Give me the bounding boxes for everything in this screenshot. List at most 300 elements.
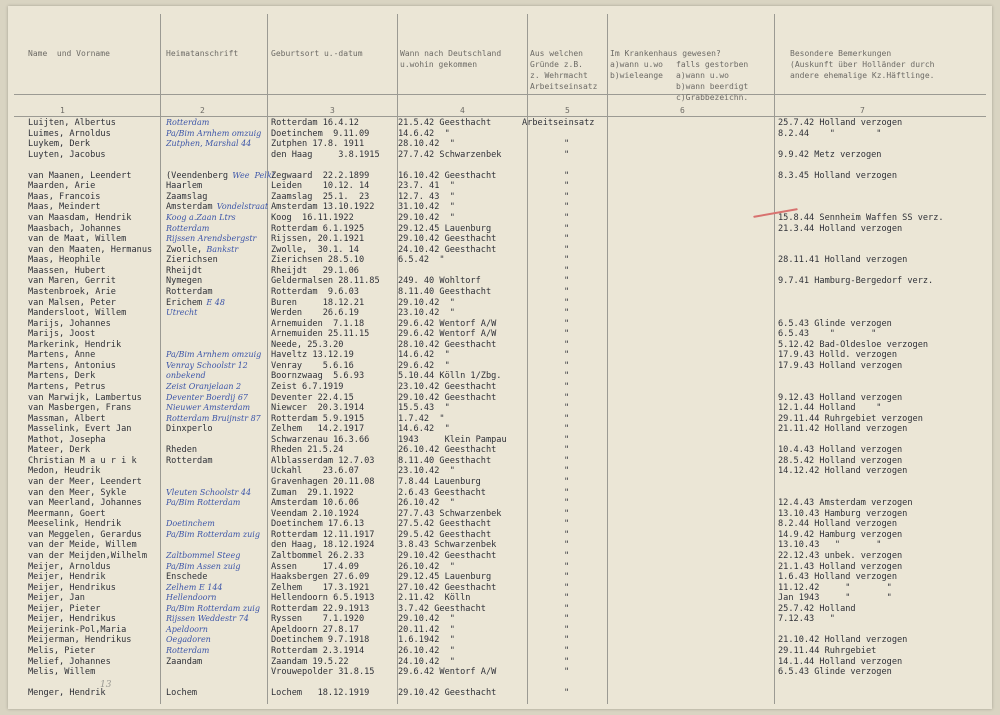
birth-cell: Rheijdt 29.1.06: [271, 265, 359, 276]
birth-cell: Boornzwaag 5.6.93: [271, 371, 365, 382]
name-cell: Meijer, Arnoldus: [28, 561, 111, 572]
reason-cell: ": [564, 371, 570, 382]
name-cell: Meijer, Hendrikus: [28, 614, 116, 625]
address-cell: Rotterdam: [166, 455, 213, 466]
arrival-cell: 16.10.42 Geesthacht: [398, 170, 497, 181]
header-rule: [14, 116, 986, 117]
birth-cell: Geldermalsen 28.11.85: [271, 276, 380, 287]
birth-cell: Zierichsen 28.5.10: [271, 255, 365, 266]
name-cell: Meijer, Hendrikus: [28, 582, 116, 593]
remark-cell: 25.7.42 Holland verzogen: [778, 118, 903, 128]
birth-cell: Rotterdam 2.3.1914: [271, 646, 365, 656]
handwritten-address: Rijssen Arendsbergstr: [166, 234, 257, 244]
header-birth: Geburtsort u.-datum: [271, 49, 363, 58]
name-cell: van de Maat, Willem: [28, 234, 127, 245]
column-rule: [607, 14, 608, 704]
remark-cell: 21.1.43 Holland verzogen: [778, 561, 903, 572]
reason-cell: ": [564, 350, 570, 361]
reason-cell: ": [564, 213, 570, 224]
reason-cell: ": [564, 234, 570, 245]
birth-cell: Doetinchem 9.7.1918: [271, 635, 370, 646]
arrival-cell: 5.10.44 Kölln 1/Zbg.: [398, 371, 502, 382]
name-cell: Meermann, Goert: [28, 508, 106, 519]
birth-cell: Arnemuiden 7.1.18: [271, 318, 365, 329]
birth-cell: Lochem 18.12.1919: [271, 688, 370, 699]
birth-cell: Schwarzenau 16.3.66: [271, 434, 370, 445]
remark-cell: 29.11.44 Ruhrgebiet: [778, 646, 877, 656]
reason-cell: ": [564, 181, 570, 192]
birth-cell: Assen 17.4.09: [271, 561, 359, 572]
document-sheet: [8, 6, 992, 709]
reason-cell: ": [564, 392, 570, 403]
arrival-cell: 23.10.42 ": [398, 466, 455, 477]
name-cell: Marijs, Joost: [28, 329, 96, 340]
arrival-cell: 7.8.44 Lauenburg: [398, 477, 481, 488]
handwritten-address: Zeist Oranjelaan 2: [166, 382, 242, 391]
remark-cell: 29.11.44 Ruhrgebiet verzogen: [778, 413, 923, 424]
handwritten-address: Koog a.Zaan Ltrs: [166, 213, 236, 223]
birth-cell: Ryssen 7.1.1920: [271, 614, 365, 625]
header-remarks: Besondere Bemerkungen (Auskunft über Holländer durch andere ehemalige Kz.Häftlinge.: [790, 49, 935, 80]
arrival-cell: 23.7. 41 ": [398, 181, 455, 192]
remark-cell: 17.9.43 Holland verzogen: [778, 360, 903, 371]
column-rule: [267, 14, 268, 704]
reason-cell: ": [564, 656, 570, 667]
remark-cell: 21.3.44 Holland verzogen: [778, 223, 903, 234]
name-cell: Melis, Pieter: [28, 646, 96, 656]
remark-cell: 13.10.43 Hamburg verzogen: [778, 508, 908, 519]
handwritten-address: Apeldoorn: [166, 624, 208, 634]
handwritten-address: Pa/Bim Rotterdam zuig: [166, 529, 260, 539]
birth-cell: Zwolle, 30.1. 14: [271, 244, 359, 255]
arrival-cell: 3.8.43 Schwarzenbek: [398, 540, 497, 551]
arrival-cell: 29.10.42 ": [398, 297, 455, 308]
remark-cell: Jan 1943 " ": [778, 593, 892, 604]
name-cell: van Meggelen, Gerardus: [28, 529, 142, 540]
reason-cell: ": [564, 667, 570, 678]
arrival-cell: 249. 40 Wohltorf: [398, 276, 481, 287]
reason-cell: ": [564, 466, 570, 477]
arrival-cell: 29.6.42 Wentorf A/W: [398, 667, 497, 678]
handwritten-address: Pa/Bim Rotterdam zuig: [166, 603, 260, 613]
handwritten-address: Rotterdam: [166, 118, 210, 127]
arrival-cell: 20.11.42 ": [398, 624, 455, 635]
remark-cell: 25.7.42 Holland: [778, 603, 856, 614]
remark-cell: 17.9.43 Holld. verzogen: [778, 350, 897, 361]
remark-cell: 8.2.44 " ": [778, 128, 882, 139]
reason-cell: ": [564, 498, 570, 509]
remark-cell: 1.6.43 Holland verzogen: [778, 572, 897, 583]
remark-cell: 8.2.44 Holland verzogen: [778, 519, 897, 530]
handwritten-address: Deventer Boerdij 67: [166, 392, 249, 402]
reason-cell: ": [564, 339, 570, 350]
name-cell: van Maanen, Leendert: [28, 170, 132, 181]
name-cell: van den Meer, Sykle: [28, 487, 127, 498]
reason-cell: ": [564, 603, 570, 614]
arrival-cell: 29.10.42 Geesthacht: [398, 392, 497, 403]
reason-cell: ": [564, 170, 570, 181]
name-cell: Markerink, Hendrik: [28, 339, 122, 350]
name-cell: Maarden, Arie: [28, 181, 96, 192]
reason-cell: ": [564, 202, 570, 213]
birth-cell: Zutphen 17.8. 1911: [271, 139, 365, 150]
name-cell: Maasbach, Johannes: [28, 223, 122, 234]
remark-cell: 12.4.43 Amsterdam verzogen: [778, 498, 913, 509]
col-number: 3: [330, 106, 335, 115]
header-death: falls gestorben a)wann u.wo b)wann beerdigt c)Grabbezeichn.: [676, 60, 749, 102]
name-cell: Meijer, Jan: [28, 593, 85, 604]
col-number: 5: [565, 106, 570, 115]
handwritten-address: Rotterdam: [166, 223, 210, 233]
name-cell: van Meerland, Johannes: [28, 498, 142, 509]
arrival-cell: 23.10.42 Geesthacht: [398, 382, 497, 392]
birth-cell: Haaksbergen 27.6.09: [271, 572, 370, 583]
handwritten-address: Pa/Bim Rotterdam: [166, 498, 241, 508]
birth-cell: Zuman 29.1.1922: [271, 487, 354, 498]
header-name: Name und Vorname: [28, 49, 110, 58]
name-cell: Meijer, Pieter: [28, 603, 101, 614]
arrival-cell: 1.7.42 ": [398, 413, 445, 424]
handwritten-address: E 48: [206, 297, 225, 307]
reason-cell: ": [564, 624, 570, 635]
reason-cell: ": [564, 297, 570, 308]
arrival-cell: 8.11.40 Geesthacht: [398, 455, 492, 466]
handwritten-address: Zelhem E 144: [166, 582, 223, 592]
reason-cell: ": [564, 403, 570, 414]
handwritten-address: Pa/Bim Arnhem omzuig: [166, 128, 262, 138]
remark-cell: 14.1.44 Holland verzogen: [778, 656, 903, 667]
birth-cell: Rotterdam 5.9.1915: [271, 413, 365, 424]
reason-cell: ": [564, 360, 570, 371]
arrival-cell: 29.6.42 Wentorf A/W: [398, 318, 497, 329]
arrival-cell: 28.10.42 ": [398, 139, 455, 150]
name-cell: Mandersloot, Willem: [28, 308, 127, 319]
reason-cell: ": [564, 455, 570, 466]
reason-cell: ": [564, 582, 570, 593]
name-cell: Martens, Anne: [28, 350, 96, 361]
handwritten-address: Oegadoren: [166, 635, 211, 645]
handwritten-address: Venray Schoolstr 12: [166, 360, 248, 370]
remark-cell: 22.12.43 unbek. verzogen: [778, 550, 903, 561]
arrival-cell: 14.6.42 ": [398, 128, 450, 139]
address-cell: Rheden: [166, 445, 198, 456]
name-cell: Masselink, Evert Jan: [28, 424, 132, 435]
name-cell: Christian M a u r i k: [28, 455, 137, 466]
address-cell: Nymegen: [166, 276, 203, 287]
handwritten-address: Pa/Bim Arnhem omzuig: [166, 350, 262, 360]
birth-cell: Arnemuiden 25.11.15: [271, 329, 370, 340]
remark-cell: 9.12.43 Holland verzogen: [778, 392, 903, 403]
arrival-cell: 29.10.42 Geesthacht: [398, 550, 497, 561]
handwritten-address: Utrecht: [166, 308, 198, 318]
remark-cell: 10.4.43 Holland verzogen: [778, 445, 903, 456]
remark-cell: 21.11.42 Holland verzogen: [778, 424, 908, 435]
handwritten-address: Rotterdam Bruijnstr 87: [166, 413, 261, 423]
name-cell: Luyten, Jacobus: [28, 149, 106, 160]
birth-cell: Zaandam 19.5.22: [271, 656, 349, 667]
handwritten-address: Zutphen, Marshal 44: [166, 139, 252, 149]
remark-cell: 28.11.41 Holland verzogen: [778, 255, 908, 266]
header-rule: [14, 94, 986, 95]
name-cell: Martens, Petrus: [28, 382, 106, 392]
arrival-cell: 26.10.42 Geesthacht: [398, 445, 497, 456]
handwritten-address: onbekend: [166, 371, 206, 381]
birth-cell: Zeist 6.7.1919: [271, 382, 344, 392]
arrival-cell: 28.10.42 Geesthacht: [398, 339, 497, 350]
arrival-cell: 29.6.42 Wentorf A/W: [398, 329, 497, 340]
arrival-cell: 27.7.43 Schwarzenbek: [398, 508, 502, 519]
remark-cell: 14.12.42 Holland verzogen: [778, 466, 908, 477]
handwritten-address: Vleuten Schoolstr 44: [166, 487, 252, 497]
birth-cell: Zelhem 17.3.1921: [271, 582, 370, 593]
name-cell: van der Meer, Leendert: [28, 477, 142, 488]
reason-cell: ": [564, 413, 570, 424]
reason-cell: ": [564, 318, 570, 329]
name-cell: Meeselink, Hendrik: [28, 519, 122, 530]
name-cell: Luijten, Albertus: [28, 118, 116, 128]
col-number: 7: [860, 106, 865, 115]
remark-cell: 13.10.43 " ": [778, 540, 882, 551]
birth-cell: Veendam 2.10.1924: [271, 508, 359, 519]
arrival-cell: 2.11.42 Kölln: [398, 593, 471, 604]
reason-cell: ": [564, 329, 570, 340]
birth-cell: Rijssen, 20.1.1921: [271, 234, 365, 245]
arrival-cell: 6.5.42 ": [398, 255, 445, 266]
address-cell: Zaandam: [166, 656, 203, 667]
birth-cell: Leiden 10.12. 14: [271, 181, 370, 192]
reason-cell: ": [564, 149, 570, 160]
reason-cell: ": [564, 424, 570, 435]
reason-cell: ": [564, 550, 570, 561]
reason-cell: ": [564, 614, 570, 625]
handwritten-address: Pa/Bim Assen zuig: [166, 561, 241, 571]
remark-cell: 28.5.42 Holland verzogen: [778, 455, 903, 466]
name-cell: Mathot, Josepha: [28, 434, 106, 445]
remark-cell: 12.1.44 Holland ": [778, 403, 882, 414]
name-cell: Marijs, Johannes: [28, 318, 111, 329]
reason-cell: ": [564, 445, 570, 456]
arrival-cell: 27.5.42 Geesthacht: [398, 519, 492, 530]
arrival-cell: 23.10.42 ": [398, 308, 455, 319]
remark-cell: 9.9.42 Metz verzogen: [778, 149, 882, 160]
handwritten-address: Zaltbommel Steeg: [166, 550, 241, 560]
birth-cell: den Haag, 18.12.1924: [271, 540, 375, 551]
name-cell: Melis, Willem: [28, 667, 96, 678]
arrival-cell: 26.10.42 ": [398, 498, 455, 509]
birth-cell: Zaamslag 25.1. 23: [271, 191, 370, 202]
remark-cell: 7.12.43 ": [778, 614, 835, 625]
birth-cell: Doetinchem 17.6.13: [271, 519, 365, 530]
handwritten-address: Rotterdam: [166, 646, 210, 655]
reason-cell: ": [564, 572, 570, 583]
arrival-cell: 29.10.42 ": [398, 614, 455, 625]
address-cell: Dinxperlo: [166, 424, 213, 435]
remark-cell: 21.10.42 Holland verzogen: [778, 635, 908, 646]
name-cell: Meijer, Hendrik: [28, 572, 106, 583]
name-cell: Maas, Heophile: [28, 255, 101, 266]
reason-cell: ": [564, 529, 570, 540]
birth-cell: Uckahl 23.6.07: [271, 466, 359, 477]
col-number: 4: [460, 106, 465, 115]
arrival-cell: 26.10.42 ": [398, 561, 455, 572]
reason-cell: ": [564, 191, 570, 202]
reason-cell: ": [564, 561, 570, 572]
arrival-cell: 1943 Klein Pampau: [398, 434, 507, 445]
col-number: 2: [200, 106, 205, 115]
birth-cell: Buren 18.12.21: [271, 297, 365, 308]
arrival-cell: 29.12.45 Lauenburg: [398, 572, 492, 583]
birth-cell: Zelhem 14.2.1917: [271, 424, 365, 435]
remark-cell: 14.9.42 Hamburg verzogen: [778, 529, 903, 540]
birth-cell: Rotterdam 6.1.1925: [271, 223, 365, 234]
birth-cell: Alblasserdam 12.7.03: [271, 455, 375, 466]
reason-cell: ": [564, 477, 570, 488]
handwritten-address: Hellendoorn: [166, 593, 217, 603]
arrival-cell: 24.10.42 Geesthacht: [398, 244, 497, 255]
reason-cell: ": [564, 635, 570, 646]
name-cell: Luimes, Arnoldus: [28, 128, 111, 139]
handwritten-address: Nieuwer Amsterdam: [166, 403, 251, 413]
name-cell: Maassen, Hubert: [28, 265, 106, 276]
arrival-cell: 29.6.42 ": [398, 360, 450, 371]
name-cell: Meijerman, Hendrikus: [28, 635, 132, 646]
column-rule: [160, 14, 161, 704]
handwritten-address: Rijssen Weddestr 74: [166, 614, 249, 624]
remark-cell: 8.3.45 Holland verzogen: [778, 170, 897, 181]
column-rule: [774, 14, 775, 704]
birth-cell: Rotterdam 22.9.1913: [271, 603, 370, 614]
reason-cell: ": [564, 434, 570, 445]
birth-cell: Gravenhagen 20.11.08: [271, 477, 375, 488]
header-arrival: Wann nach Deutschland u.wohin gekommen: [400, 49, 502, 69]
pencil-page-number: 13: [100, 680, 112, 690]
name-cell: Massman, Albert: [28, 413, 106, 424]
name-cell: van der Meide, Willem: [28, 540, 137, 551]
remark-cell: 9.7.41 Hamburg-Bergedorf verz.: [778, 276, 934, 287]
name-cell: Martens, Antonius: [28, 360, 116, 371]
handwritten-address: Wee Pelkl: [232, 170, 275, 180]
birth-cell: Haveltz 13.12.19: [271, 350, 354, 361]
arrival-cell: 29.12.45 Lauenburg: [398, 223, 492, 234]
arrival-cell: 29.5.42 Geesthacht: [398, 529, 492, 540]
address-cell: (Veendenberg: [166, 170, 229, 181]
header-address: Heimatanschrift: [166, 49, 239, 58]
birth-cell: Rotterdam 9.6.03: [271, 286, 359, 297]
name-cell: Maas, Francois: [28, 191, 101, 202]
remark-cell: 6.5.43 " ": [778, 329, 877, 340]
name-cell: van der Meijden,Wilhelm: [28, 550, 147, 561]
arrival-cell: 3.7.42 Geesthacht: [398, 603, 486, 614]
reason-cell: Arbeitseinsatz: [522, 118, 595, 128]
name-cell: van Marwijk, Lambertus: [28, 392, 142, 403]
reason-cell: ": [564, 519, 570, 530]
name-cell: Menger, Hendrik: [28, 688, 106, 699]
handwritten-address: Doetinchem: [166, 519, 215, 529]
birth-cell: Werden 26.6.19: [271, 308, 359, 319]
remark-cell: 6.5.43 Glinde verzogen: [778, 667, 892, 678]
reason-cell: ": [564, 487, 570, 498]
birth-cell: Doetinchem 9.11.09: [271, 128, 370, 139]
address-cell: Haarlem: [166, 181, 203, 192]
arrival-cell: 15.5.43 ": [398, 403, 450, 414]
arrival-cell: 27.10.42 Geesthacht: [398, 582, 497, 593]
address-cell: Lochem: [166, 688, 198, 699]
reason-cell: ": [564, 382, 570, 392]
name-cell: Meijerink-Pol,Maria: [28, 624, 127, 635]
arrival-cell: 26.10.42 ": [398, 646, 455, 656]
arrival-cell: 29.10.42 Geesthacht: [398, 234, 497, 245]
reason-cell: ": [564, 255, 570, 266]
remark-cell: 6.5.43 Glinde verzogen: [778, 318, 892, 329]
remark-cell: 5.12.42 Bad-Oldesloe verzogen: [778, 339, 929, 350]
birth-cell: Apeldoorn 27.8.17: [271, 624, 359, 635]
name-cell: van Malsen, Peter: [28, 297, 116, 308]
reason-cell: ": [564, 508, 570, 519]
reason-cell: ": [564, 308, 570, 319]
reason-cell: ": [564, 223, 570, 234]
arrival-cell: 24.10.42 ": [398, 656, 455, 667]
birth-cell: Vrouwepolder 31.8.15: [271, 667, 375, 678]
name-cell: van Maasdam, Hendrik: [28, 213, 132, 224]
col-number: 1: [60, 106, 65, 115]
reason-cell: ": [564, 593, 570, 604]
arrival-cell: 8.11.40 Geesthacht: [398, 286, 492, 297]
address-cell: Erichem: [166, 297, 203, 308]
header-hospital: Im Krankenhaus gewesen? a)wann u.wo b)wieleange: [610, 49, 721, 80]
remark-cell: 11.12.42 " ": [778, 582, 892, 593]
name-cell: Mastenbroek, Arie: [28, 286, 116, 297]
col-number: 6: [680, 106, 685, 115]
address-cell: Amsterdam: [166, 202, 213, 213]
name-cell: van den Maaten, Hermanus: [28, 244, 153, 255]
address-cell: Rotterdam: [166, 286, 213, 297]
birth-cell: Rotterdam 12.11.1917: [271, 529, 375, 540]
birth-cell: Amsterdam 10.6.06: [271, 498, 359, 509]
birth-cell: Amsterdam 13.10.1922: [271, 202, 375, 213]
reason-cell: ": [564, 139, 570, 150]
arrival-cell: 31.10.42 ": [398, 202, 455, 213]
birth-cell: Koog 16.11.1922: [271, 213, 354, 224]
name-cell: Medon, Heudrik: [28, 466, 101, 477]
arrival-cell: 29.10.42 Geesthacht: [398, 688, 497, 699]
reason-cell: ": [564, 265, 570, 276]
handwritten-address: Vondelstraat: [216, 202, 269, 212]
birth-cell: Hellendoorn 6.5.1913: [271, 593, 375, 604]
remark-cell: 15.8.44 Sennheim Waffen SS verz.: [778, 213, 944, 224]
address-cell: Zierichsen: [166, 255, 218, 266]
arrival-cell: 2.6.43 Geesthacht: [398, 487, 486, 498]
reason-cell: ": [564, 244, 570, 255]
name-cell: Martens, Derk: [28, 371, 96, 382]
birth-cell: den Haag 3.8.1915: [271, 149, 380, 160]
birth-cell: Venray 5.6.16: [271, 360, 354, 371]
birth-cell: Deventer 22.4.15: [271, 392, 354, 403]
birth-cell: Niewcer 20.3.1914: [271, 403, 365, 414]
address-cell: Rheijdt: [166, 265, 203, 276]
birth-cell: Rheden 21.5.24: [271, 445, 344, 456]
name-cell: Luykem, Derk: [28, 139, 91, 150]
name-cell: Melief, Johannes: [28, 656, 111, 667]
name-cell: Maas, Meindert: [28, 202, 101, 213]
arrival-cell: 27.7.42 Schwarzenbek: [398, 149, 502, 160]
reason-cell: ": [564, 688, 570, 699]
address-cell: Enschede: [166, 572, 208, 583]
arrival-cell: 12.7. 43 ": [398, 191, 455, 202]
reason-cell: ": [564, 276, 570, 287]
birth-cell: Zaltbommel 26.2.33: [271, 550, 365, 561]
handwritten-address: Bankstr: [206, 244, 239, 254]
arrival-cell: 1.6.1942 ": [398, 635, 455, 646]
